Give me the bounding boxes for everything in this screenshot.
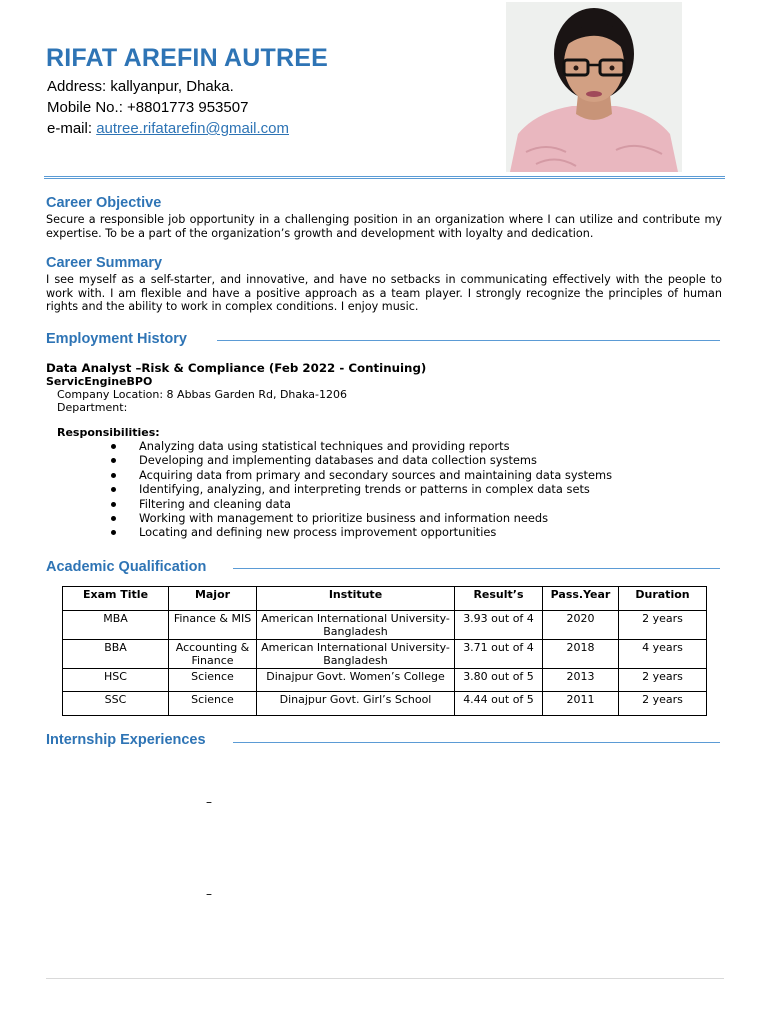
cell-result: 3.93 out of 4 — [455, 611, 543, 640]
academic-heading-rule — [233, 568, 720, 569]
email-label: e-mail: — [47, 120, 97, 137]
responsibilities-label: Responsibilities: — [57, 426, 160, 439]
table-header-row — [63, 587, 707, 611]
cell-duration: 2 years — [619, 692, 707, 716]
cell-institute: American International University-Bangladesh — [257, 611, 455, 640]
candidate-name: RIFAT AREFIN AUTREE — [46, 44, 329, 72]
cell-institute: Dinajpur Govt. Women’s College — [257, 669, 455, 692]
career-summary-heading: Career Summary — [46, 255, 163, 271]
cell-major: Finance & MIS — [169, 611, 257, 640]
cell-duration: 2 years — [619, 669, 707, 692]
cell-duration: 2 years — [619, 611, 707, 640]
internship-heading-rule — [233, 742, 720, 743]
internship-heading: Internship Experiences — [46, 732, 206, 748]
responsibilities-list — [108, 439, 612, 540]
table-row — [63, 640, 707, 669]
list-item: Developing and implementing databases and data collection systems — [108, 453, 612, 467]
address-line: Address: kallyanpur, Dhaka. — [47, 78, 234, 95]
employment-history-heading: Employment History — [46, 331, 187, 347]
cell-duration: 4 years — [619, 640, 707, 669]
table-row — [63, 611, 707, 640]
header-divider — [44, 176, 725, 179]
cell-exam: HSC — [63, 669, 169, 692]
cell-institute: Dinajpur Govt. Girl’s School — [257, 692, 455, 716]
header-exam-title: Exam Title — [63, 587, 169, 611]
company-location: Company Location: 8 Abbas Garden Rd, Dhaka-1206 — [57, 388, 348, 401]
list-item: Identifying, analyzing, and interpreting trends or patterns in complex data sets — [108, 482, 612, 496]
cell-result: 4.44 out of 5 — [455, 692, 543, 716]
email-line — [47, 120, 289, 137]
cell-major: Science — [169, 692, 257, 716]
list-item: Locating and defining new process improvement opportunities — [108, 525, 612, 539]
profile-photo — [506, 2, 682, 172]
page-footer-rule — [46, 978, 724, 979]
cell-exam: BBA — [63, 640, 169, 669]
placeholder-dash: – — [206, 887, 212, 901]
career-objective-heading: Career Objective — [46, 195, 162, 211]
header-pass-year: Pass.Year — [543, 587, 619, 611]
cell-major: Science — [169, 669, 257, 692]
email-link[interactable]: autree.rifatarefin@gmail.com — [96, 120, 289, 137]
cell-year: 2013 — [543, 669, 619, 692]
employment-heading-rule — [217, 340, 720, 341]
company-name: ServicEngineBPO — [46, 375, 153, 388]
academic-table — [62, 586, 707, 716]
mobile-line: Mobile No.: +8801773 953507 — [47, 99, 249, 116]
list-item: Filtering and cleaning data — [108, 497, 612, 511]
career-objective-text: Secure a responsible job opportunity in a challenging position in an organization where I can utilize and contribute my expertise. To be a part of the organization’s growth and development with loyalty and dedication. — [46, 213, 722, 240]
cell-institute: American International University-Bangladesh — [257, 640, 455, 669]
header-results: Result’s — [455, 587, 543, 611]
list-item: Working with management to prioritize business and information needs — [108, 511, 612, 525]
table-row — [63, 669, 707, 692]
cell-result: 3.71 out of 4 — [455, 640, 543, 669]
cell-exam: MBA — [63, 611, 169, 640]
cell-exam: SSC — [63, 692, 169, 716]
header-major: Major — [169, 587, 257, 611]
cell-major: Accounting & Finance — [169, 640, 257, 669]
cell-year: 2020 — [543, 611, 619, 640]
list-item: Acquiring data from primary and secondary sources and maintaining data systems — [108, 468, 612, 482]
cell-year: 2018 — [543, 640, 619, 669]
header-duration: Duration — [619, 587, 707, 611]
header-institute: Institute — [257, 587, 455, 611]
cell-year: 2011 — [543, 692, 619, 716]
table-row — [63, 692, 707, 716]
cell-result: 3.80 out of 5 — [455, 669, 543, 692]
list-item: Analyzing data using statistical techniques and providing reports — [108, 439, 612, 453]
job-title: Data Analyst –Risk & Compliance (Feb 2022 - Continuing) — [46, 361, 427, 375]
career-summary-text: I see myself as a self-starter, and innovative, and have no setbacks in communicating effectively with the people to work with. I am flexible and have a positive approach as a team player. I strongly recognize the principles of human rights and the ability to work in complex conditions. I enjoy music. — [46, 273, 722, 314]
profile-photo-illustration — [506, 2, 682, 172]
placeholder-dash: – — [206, 795, 212, 809]
academic-qualification-heading: Academic Qualification — [46, 559, 207, 575]
department: Department: — [57, 401, 128, 414]
